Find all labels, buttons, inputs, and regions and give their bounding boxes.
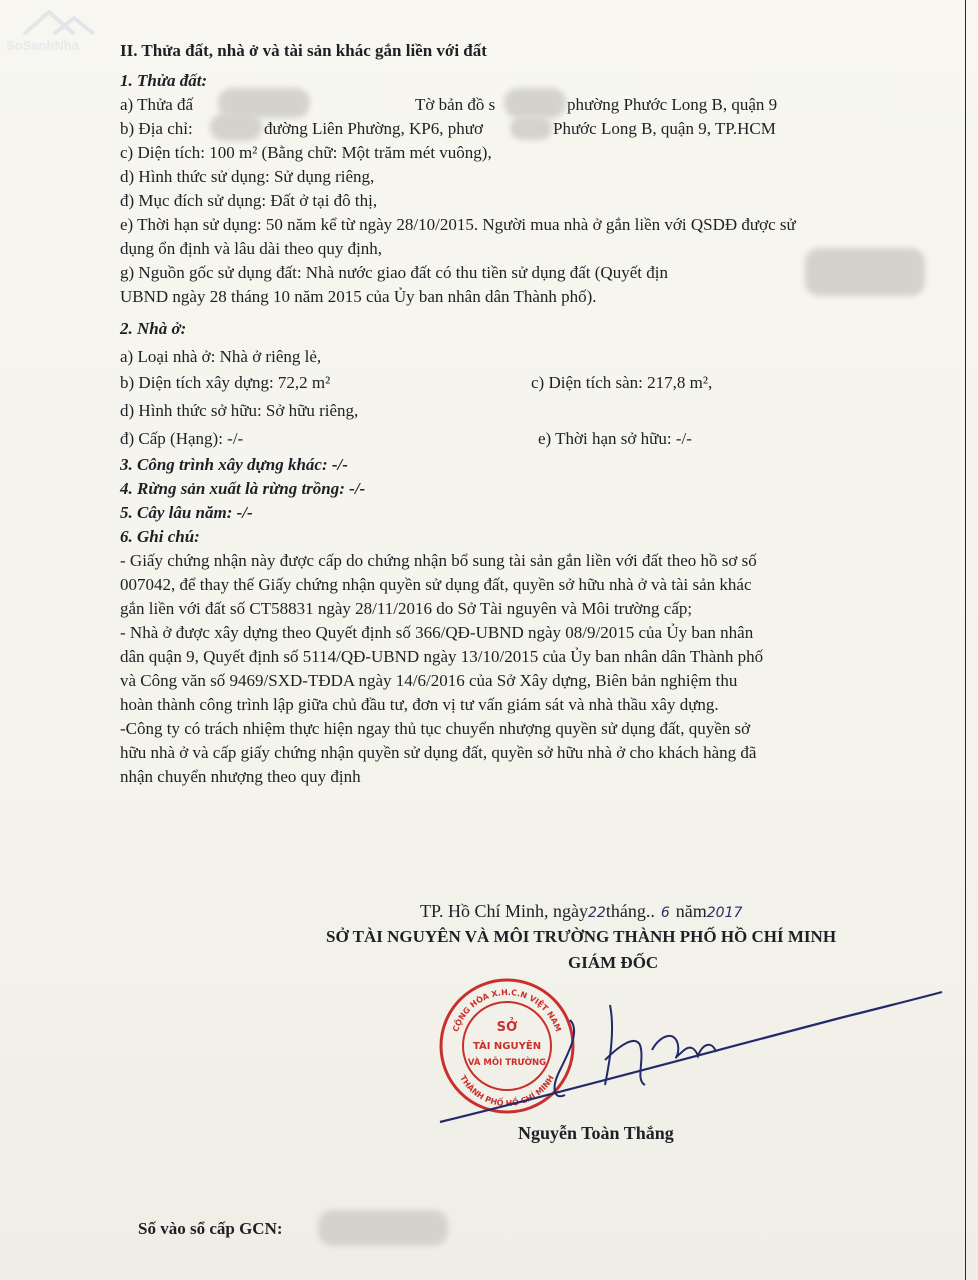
stamp-top-text: CỘNG HÒA X.H.C.N VIỆT NAM xyxy=(451,987,563,1033)
redacted-house-number xyxy=(210,113,262,141)
house-type: a) Loại nhà ở: Nhà ở riêng lẻ, xyxy=(120,347,322,366)
note-line: và Công văn số 9469/SXD-TĐDA ngày 14/6/2016 của Sở Xây dựng, Biên bản nghiệm thu xyxy=(120,671,738,690)
redacted-map-number xyxy=(504,88,566,118)
redacted-address-fragment xyxy=(510,116,552,140)
watermark-text: SoSanhNha xyxy=(6,38,79,53)
place-date-label: TP. Hồ Chí Minh, ngày xyxy=(420,901,589,921)
land-use-term-2: dụng ổn định và lâu dài theo quy định, xyxy=(120,239,383,258)
note-line: dân quận 9, Quyết định số 5114/QĐ-UBND ngày 13/10/2015 của Ủy ban nhân dân Thành phố xyxy=(120,647,764,666)
land-use-purpose: đ) Mục đích sử dụng: Đất ở tại đô thị, xyxy=(120,191,378,210)
stamp-line-3: VÀ MÔI TRƯỜNG xyxy=(467,1058,547,1068)
land-origin-2: UBND ngày 28 tháng 10 năm 2015 của Ủy ban nhân dân Thành phố). xyxy=(120,287,597,306)
watermark-logo xyxy=(0,0,110,80)
land-origin-1: g) Nguồn gốc sử dụng đất: Nhà nước giao đất có thu tiền sử dụng đất (Quyết địn xyxy=(120,263,668,282)
sign-month: 6 xyxy=(660,905,670,921)
stamp-line-1: SỞ xyxy=(496,1020,518,1035)
issuing-agency: SỞ TÀI NGUYÊN VÀ MÔI TRƯỜNG THÀNH PHỐ HỒ CHÍ MINH xyxy=(326,927,837,946)
note-line: gắn liền với đất số CT58831 ngày 28/11/2016 do Sở Tài nguyên và Môi trường cấp; xyxy=(120,599,693,618)
land-a-map: Tờ bản đồ s xyxy=(415,95,496,114)
house-grade: đ) Cấp (Hạng): -/- xyxy=(120,429,244,448)
land-b-text2: Phước Long B, quận 9, TP.HCM xyxy=(553,119,776,138)
sign-year: 2017 xyxy=(706,905,743,921)
house-ownership-form: d) Hình thức sở hữu: Sở hữu riêng, xyxy=(120,401,359,420)
handwritten-signature xyxy=(420,987,950,1140)
note-line: - Nhà ở được xây dựng theo Quyết định số 366/QĐ-UBND ngày 08/9/2015 của Ủy ban nhân xyxy=(120,623,754,642)
page-edge-line xyxy=(965,0,966,1280)
house-building-area: b) Diện tích xây dựng: 72,2 m² xyxy=(120,373,331,392)
note-line: -Công ty có trách nhiệm thực hiện ngay thủ tục chuyển nhượng quyền sử dụng đất, quyền sở xyxy=(120,719,751,738)
registry-label: Số vào sổ cấp GCN: xyxy=(138,1219,283,1238)
house-heading: 2. Nhà ở: xyxy=(120,319,187,338)
redacted-decision-number xyxy=(805,248,925,296)
year-label: năm xyxy=(675,901,707,921)
land-a-ward: phường Phước Long B, quận 9 xyxy=(567,95,778,114)
sign-day: 22 xyxy=(588,905,606,921)
land-a-prefix: a) Thửa đấ xyxy=(120,95,194,114)
notes-heading: 6. Ghi chú: xyxy=(120,527,200,546)
house-floor-area: c) Diện tích sàn: 217,8 m², xyxy=(531,373,713,392)
perennial-trees: 5. Cây lâu năm: -/- xyxy=(120,503,253,522)
land-b-prefix: b) Địa chỉ: xyxy=(120,119,193,138)
director-title: GIÁM ĐỐC xyxy=(568,953,659,972)
note-line: nhận chuyển nhượng theo quy định xyxy=(120,767,361,786)
land-heading: 1. Thửa đất: xyxy=(120,71,208,90)
stamp-line-2: TÀI NGUYÊN xyxy=(472,1041,542,1052)
note-line: - Giấy chứng nhận này được cấp do chứng nhận bổ sung tài sản gắn liền với đất theo hồ sơ số xyxy=(120,551,757,570)
note-line: hữu nhà ở và cấp giấy chứng nhận quyền sử dụng đất, quyền sở hữu nhà ở cho khách hàng đã xyxy=(120,743,757,762)
signer-name: Nguyễn Toàn Thắng xyxy=(518,1123,674,1143)
signing-place-date xyxy=(420,900,742,924)
note-line: hoàn thành công trình lập giữa chủ đầu tư, đơn vị tư vấn giám sát và nhà thầu xây dựng. xyxy=(120,695,719,714)
land-b-text: đường Liên Phường, KP6, phươ xyxy=(264,119,483,138)
section-title: II. Thửa đất, nhà ở và tài sản khác gắn liền với đất xyxy=(120,41,487,60)
month-label: tháng.. xyxy=(605,901,655,921)
other-construction: 3. Công trình xây dựng khác: -/- xyxy=(120,455,348,474)
land-use-term-1: e) Thời hạn sử dụng: 50 năm kể từ ngày 28/10/2015. Người mua nhà ở gắn liền với QSDĐ được sử xyxy=(120,215,796,234)
redacted-registry-number xyxy=(318,1210,448,1246)
stamp-bottom-text: THÀNH PHỐ HỒ CHÍ MINH xyxy=(458,1073,556,1109)
house-ownership-term: e) Thời hạn sở hữu: -/- xyxy=(538,429,692,448)
note-line: 007042, để thay thế Giấy chứng nhận quyền sử dụng đất, quyền sở hữu nhà ở và tài sản khác xyxy=(120,575,752,594)
land-use-form: d) Hình thức sử dụng: Sử dụng riêng, xyxy=(120,167,375,186)
land-area: c) Diện tích: 100 m² (Bằng chữ: Một trăm mét vuông), xyxy=(120,143,492,162)
production-forest: 4. Rừng sản xuất là rừng trồng: -/- xyxy=(120,479,366,498)
